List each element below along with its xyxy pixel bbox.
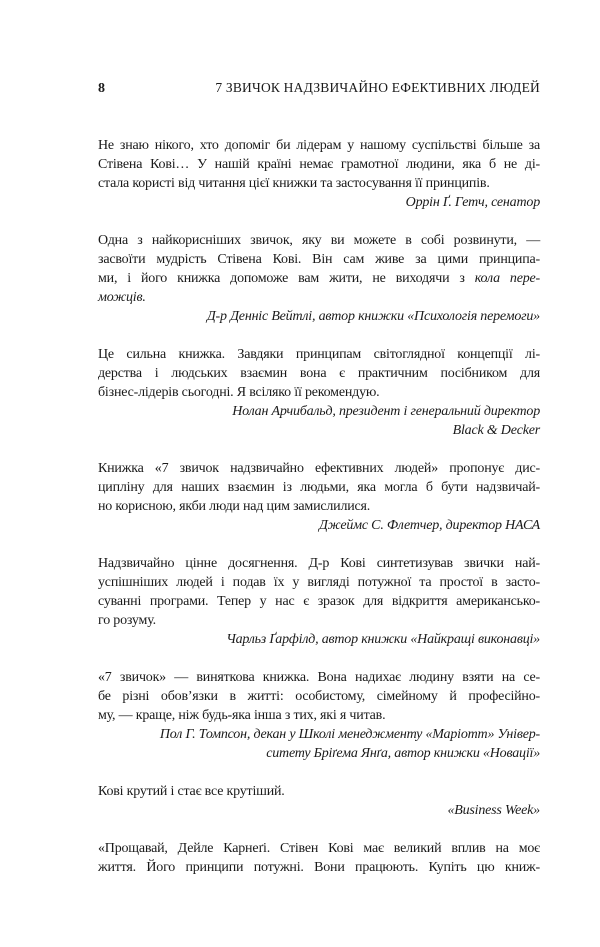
quote-attribution-text: Пол Г. Томпсон, декан у Школі менеджменту «Маріотт» Універ-	[159, 727, 540, 742]
text-block	[98, 78, 540, 896]
quote-text: успішніших людей і подав їх у вигляді потужної та простої в засто-	[98, 575, 540, 590]
quote-text: Це сильна книжка. Завдяки принципам світоглядної концепції лі-	[98, 347, 540, 362]
running-title: 7 ЗВИЧОК НАДЗВИЧАЙНО ЕФЕКТИВНИХ ЛЮДЕЙ	[215, 80, 540, 95]
quote-line	[98, 611, 540, 630]
quote-block	[98, 459, 540, 535]
quote-line	[98, 497, 540, 516]
quote-text: Кові крутий і стає все крутіший.	[98, 784, 285, 799]
quote-line	[98, 383, 540, 402]
quote-line	[98, 459, 540, 478]
quote-line	[98, 345, 540, 364]
quote-text: «Прощавай, Дейле Карнеґі. Стівен Кові має великий вплив на моє	[98, 841, 540, 856]
quote-line	[98, 136, 540, 155]
quote-line	[98, 250, 540, 269]
quote-attribution-text: ситету Бріґема Янґа, автор книжки «Новації»	[266, 746, 540, 761]
quote-emphasis-text: кола пере-	[474, 271, 540, 286]
quote-attribution-text: Black & Decker	[452, 423, 540, 438]
quote-attribution-text: Д-р Денніс Вейтлі, автор книжки «Психологія перемоги»	[206, 309, 540, 324]
quote-line	[98, 687, 540, 706]
quote-line	[98, 478, 540, 497]
quote-text: «7 звичок» — виняткова книжка. Вона надихає людину взяти на се-	[98, 670, 540, 685]
quote-attribution-text: Нолан Арчибальд, президент і генеральний директор	[232, 404, 540, 419]
quote-line	[98, 554, 540, 573]
quote-text: засвоїти мудрість Стівена Кові. Він сам живе за цими принципа-	[98, 252, 540, 267]
quote-line	[98, 668, 540, 687]
quote-text: дерства і людських взаємин вона є практичним посібником для	[98, 366, 540, 381]
quote-attribution-text: Джеймс С. Флетчер, директор НАСА	[318, 518, 540, 533]
quote-line	[98, 269, 540, 288]
quote-attribution	[98, 801, 540, 820]
quote-attribution	[98, 193, 540, 212]
quote-text: Не знаю нікого, хто допоміг би лідерам у нашому суспільстві більше за	[98, 138, 540, 153]
quote-line	[98, 782, 540, 801]
quote-line	[98, 858, 540, 877]
quote-text: Одна з найкорисніших звичок, яку ви можете в собі розвинути, —	[98, 233, 540, 248]
quote-text: суванні програми. Тепер у нас є зразок для відкриття американсько-	[98, 594, 540, 609]
quote-text: ципліну для наших взаємин із людьми, яка могла б бути надзвичай-	[98, 480, 540, 495]
quote-line	[98, 592, 540, 611]
quote-block	[98, 136, 540, 212]
quote-attribution	[98, 516, 540, 535]
quote-line	[98, 231, 540, 250]
quote-text: Надзвичайно цінне досягнення. Д-р Кові синтетизував звички най-	[98, 556, 540, 571]
quote-attribution	[98, 307, 540, 326]
quote-text: життя. Його принципи потужні. Вони працюють. Купіть цю книж-	[98, 860, 540, 875]
quote-block	[98, 782, 540, 820]
quote-line	[98, 155, 540, 174]
page-number: 8	[98, 81, 105, 96]
quote-text: ми, і його книжка допоможе вам жити, не виходячи з	[98, 271, 475, 286]
quote-line	[98, 174, 540, 193]
quote-line	[98, 573, 540, 592]
quote-text: бізнес-лідерів сьогодні. Я всіляко її рекомендую.	[98, 385, 380, 400]
quote-attribution	[98, 421, 540, 440]
quote-attribution-text: Оррін Ґ. Гетч, сенатор	[405, 195, 540, 210]
quote-attribution-text: «Business Week»	[447, 803, 540, 818]
page-header	[98, 78, 540, 98]
quote-block	[98, 554, 540, 649]
quote-attribution	[98, 744, 540, 763]
quote-line	[98, 839, 540, 858]
quote-attribution	[98, 402, 540, 421]
quote-text: го розуму.	[98, 613, 156, 628]
quote-text: стала користі від читання цієї книжки та застосування її принципів.	[98, 176, 490, 191]
quote-line	[98, 288, 540, 307]
quote-text: му, — краще, ніж будь-яка інша з тих, які я читав.	[98, 708, 386, 723]
quote-line	[98, 364, 540, 383]
quote-text: Стівена Кові… У нашій країні немає грамотної людини, яка б не ді-	[98, 157, 540, 172]
quote-emphasis-text: можців.	[98, 290, 146, 305]
quote-text: Книжка «7 звичок надзвичайно ефективних людей» пропонує дис-	[98, 461, 540, 476]
quote-attribution-text: Чарльз Ґарфілд, автор книжки «Найкращі виконавці»	[226, 632, 540, 647]
quote-text: бе різні обов’язки в житті: особистому, сімейному й професійно-	[98, 689, 540, 704]
quote-text: но корисною, якби люди над цим замислилися.	[98, 499, 371, 514]
quote-attribution	[98, 725, 540, 744]
quote-line	[98, 706, 540, 725]
quotes-list	[98, 136, 540, 877]
quote-attribution	[98, 630, 540, 649]
quote-block	[98, 231, 540, 326]
quote-block	[98, 839, 540, 877]
quote-block	[98, 345, 540, 440]
quote-block	[98, 668, 540, 763]
